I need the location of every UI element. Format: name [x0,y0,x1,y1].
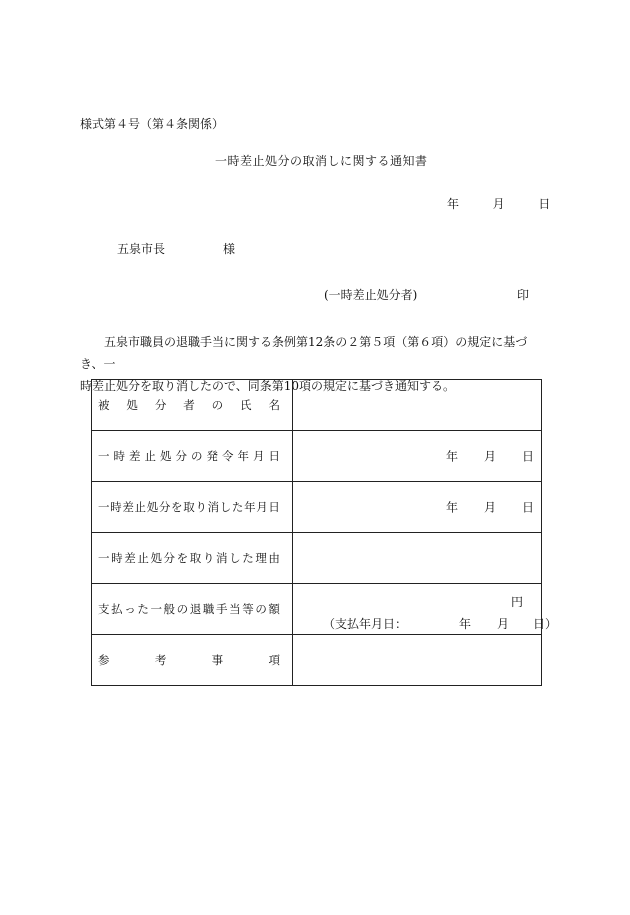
row-label: 支 払 っ た 一 般 の 退 職 手 当 等 の 額 [98,602,280,616]
row-label-cell [92,584,293,635]
issue-date [447,198,550,210]
yen-unit: 円 [510,595,523,609]
month-label: 月 [497,617,510,631]
issue-date-day: 日 [538,197,551,211]
form-number-label: 様式第４号（第４条関係） [80,117,225,131]
day-label: 日） [533,617,558,631]
revocation-date-field[interactable] [293,482,542,533]
document-title: 一時差止処分の取消しに関する通知書 [215,154,428,168]
date-fields [446,499,534,516]
revocation-reason-field[interactable] [293,533,542,584]
payment-date-prefix: （支払年月日： [323,617,408,631]
seal-mark: 印 [517,288,530,302]
body-line-1: 五泉市職員の退職手当に関する条例第12条の２第５項（第６項）の規定に基づき、一 [80,335,528,371]
row-label: 一 時 差 止 処 分 を 取 り 消 し た 理 由 [98,551,280,565]
table-row [92,431,542,482]
table-row [92,380,542,431]
row-label-cell [92,431,293,482]
month-label: 月 [484,449,497,464]
date-fields [446,448,534,465]
table-row [92,635,542,686]
year-label: 年 [446,500,459,515]
row-label-cell [92,482,293,533]
row-label: 参 考 事 項 [98,653,280,667]
row-label: 一 時 差 止 処 分 の 発 令 年 月 日 [98,449,280,463]
table-row [92,482,542,533]
recipient-name-field[interactable] [293,380,542,431]
issuer-label: (一時差止処分者) [324,288,418,302]
paid-amount-field[interactable] [293,584,558,635]
suspension-date-field[interactable] [293,431,542,482]
row-label-cell [92,533,293,584]
day-label: 日 [522,449,535,464]
issue-date-year: 年 [447,197,460,211]
year-label: 年 [446,449,459,464]
row-label-cell [92,635,293,686]
remarks-field[interactable] [293,635,542,686]
row-label: 被 処 分 者 の 氏 名 [98,398,280,412]
issue-date-month: 月 [492,197,505,211]
addressee-honorific: 様 [223,242,236,256]
day-label: 日 [522,500,535,515]
table-row [92,584,542,635]
detail-table [91,379,558,686]
row-label-cell [92,380,293,431]
table-row [92,533,542,584]
addressee-name: 五泉市長 [117,242,166,256]
year-label: 年 [459,617,472,631]
body-line-2: 時差止処分を取り消したので、同条第10項の規定に基づき通知する。 [80,379,456,393]
addressee [117,243,235,255]
row-label: 一 時 差 止 処 分 を 取 り 消 し た 年 月 日 [98,500,280,514]
month-label: 月 [484,500,497,515]
payment-date [323,615,557,632]
